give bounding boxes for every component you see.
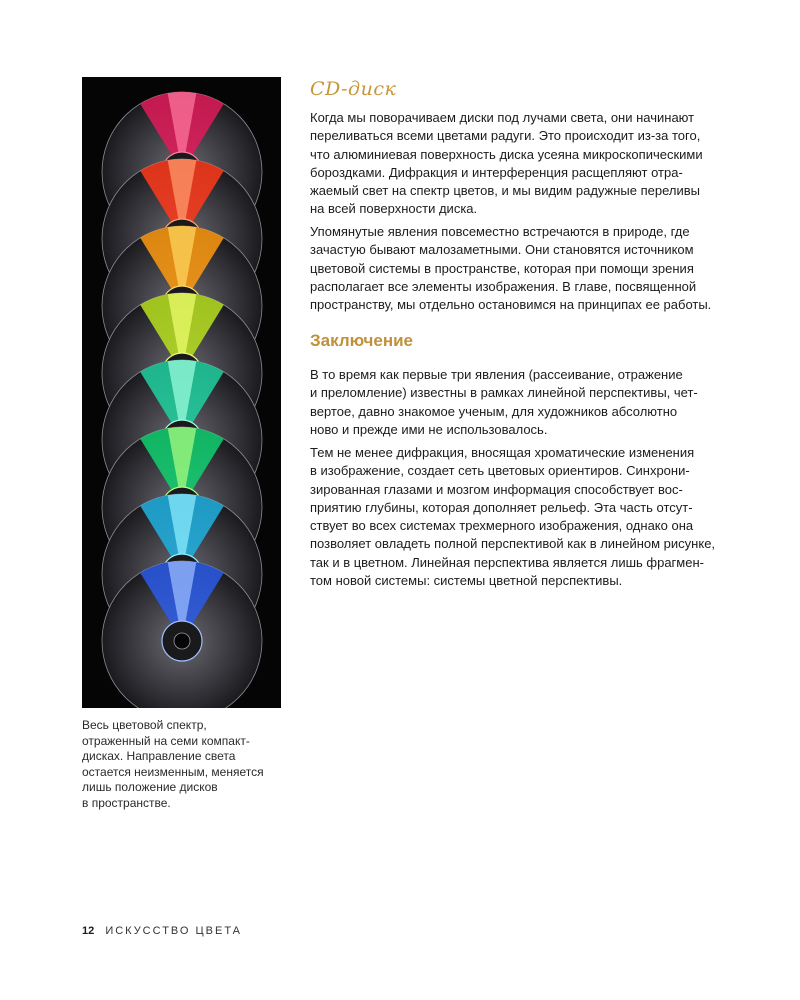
running-title: ИСКУССТВО ЦВЕТА — [105, 925, 243, 937]
cd-spectrum-photo — [82, 77, 281, 708]
text-line: позволяет овладеть полной перспективой как в линейном рисунке, — [310, 536, 716, 552]
caption-line: лишь положение дисков — [82, 780, 218, 795]
caption-line: в пространстве. — [82, 795, 171, 810]
text-line: Когда мы поворачиваем диски под лучами света, они начинают — [310, 110, 695, 125]
text-line: жаемый свет на спектр цветов, и мы видим радужные переливы — [310, 183, 701, 199]
section-title-conclusion: Заключение — [310, 331, 413, 350]
text-line: зачастую бывают малозаметными. Они становятся источником — [310, 242, 694, 258]
text-line: бороздками. Дифракция и интерференция расщепляют отра- — [310, 164, 683, 180]
section-title-cd: CD-диск — [310, 78, 397, 100]
text-line: Тем не менее дифракция, вносящая хроматические изменения — [310, 445, 695, 460]
paragraph-conclusion-2 — [310, 444, 740, 590]
text-line: ново и прежде ими не использовалось. — [310, 421, 548, 437]
text-line: цветовой системы в пространстве, которая при помощи зрения — [310, 260, 694, 276]
text-line: располагает все элементы изображения. В главе, посвященной — [310, 278, 697, 294]
paragraph-cd-nature — [310, 223, 740, 314]
caption-line: дисках. Направление света — [82, 749, 236, 764]
text-line: пространству, мы отдельно остановимся на принципах ее работы. — [310, 297, 712, 313]
caption-line: остается неизменным, меняется — [82, 764, 264, 779]
text-line: вертое, давно знакомое ученым, для художников абсолютно — [310, 403, 678, 419]
paragraph-cd-diffraction — [310, 109, 740, 219]
text-line: в изображение, создает сеть цветовых ориентиров. Синхрони- — [310, 463, 690, 479]
page-footer — [82, 925, 242, 937]
text-line: том новой системы: системы цветной перспективы. — [310, 573, 623, 589]
text-line: переливаться всеми цветами радуги. Это происходит из-за того, — [310, 128, 701, 144]
text-line: приятию глубины, которая дополняет рельеф. Эта часть отсут- — [310, 499, 693, 515]
text-line: Упомянутые явления повсеместно встречаются в природе, где — [310, 224, 690, 239]
text-line: зированная глазами и мозгом информация способствует вос- — [310, 481, 683, 497]
discs-illustration — [82, 77, 281, 708]
caption-line: отраженный на семи компакт- — [82, 733, 250, 748]
text-line: ствует во всех системах трехмерного изображения, однако она — [310, 518, 694, 534]
text-line: на всей поверхности диска. — [310, 201, 478, 217]
text-line: и преломление) известны в рамках линейной перспективы, чет- — [310, 385, 698, 401]
photo-caption — [82, 718, 287, 812]
caption-line: Весь цветовой спектр, — [82, 718, 207, 732]
paragraph-conclusion-1 — [310, 366, 740, 439]
text-line: так и в цветном. Линейная перспектива является лишь фрагмен- — [310, 554, 704, 570]
page-number: 12 — [82, 925, 95, 937]
text-line: что алюминиевая поверхность диска усеяна микроскопическими — [310, 146, 703, 162]
text-line: В то время как первые три явления (рассеивание, отражение — [310, 367, 683, 382]
